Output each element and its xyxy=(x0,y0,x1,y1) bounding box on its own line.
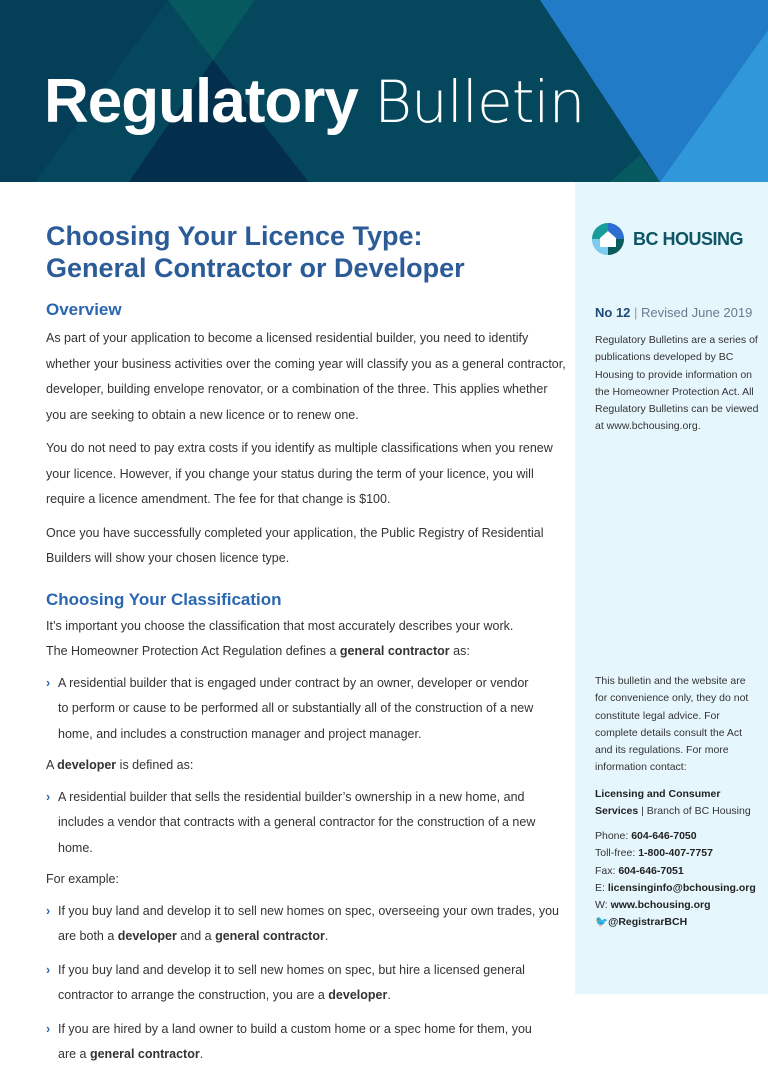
overview-heading: Overview xyxy=(46,300,122,319)
page-title: Choosing Your Licence Type: General Contractor or Developer xyxy=(46,221,465,283)
bc-housing-logo xyxy=(591,222,743,256)
contact-list xyxy=(595,828,765,932)
list-item: › If you buy land and develop it to sell new homes on spec, overseeing your own trades, you are both a developer and a general contractor. xyxy=(46,903,559,943)
list-item: › If you buy land and develop it to sell new homes on spec, but hire a licensed general contractor to arrange the construction, you are a developer. xyxy=(46,962,525,1002)
contact-twitter[interactable]: 🐦@RegistrarBCH xyxy=(595,916,688,929)
overview-p2: You do not need to pay extra costs if you identify as multiple classifications when you renew your licence. However, if you change your status during the term of your licence, you will require a licence amendment. The fee for that change is $100. xyxy=(46,441,553,506)
overview-p1: As part of your application to become a licensed residential builder, you need to identify whether your business activities over the coming year will classify you as a general contractor, developer, building envelope renovator, or a combination of the three. This applies whether you are seeking to obtain a new licence or to renew one. xyxy=(46,331,566,422)
org-name: Licensing and Consumer Services | Branch of BC Housing xyxy=(595,788,751,818)
contact-fax: Fax: 604-646-7051 xyxy=(595,864,684,877)
main-content xyxy=(46,220,566,1068)
list-item: › If you are hired by a land owner to build a custom home or a spec home for them, you are a general contractor. xyxy=(46,1021,532,1061)
overview-p3: Once you have successfully completed your application, the Public Registry of Residential Builders will show your chosen licence type. xyxy=(46,525,544,565)
about-text: Regulatory Bulletins are a series of publications developed by BC Housing to provide information on the Homeowner Protection Act. All Regulatory Bulletins can be viewed at www.bchousing.org. xyxy=(595,334,759,433)
contact-tollfree: Toll-free: 1-800-407-7757 xyxy=(595,847,713,860)
house-logo-icon xyxy=(591,222,625,256)
contact-email[interactable]: E: licensinginfo@bchousing.org xyxy=(595,881,756,894)
developer-intro: A developer is defined as: xyxy=(46,758,194,772)
list-item: › A residential builder that sells the residential builder’s ownership in a new home, and includes a vendor that contracts with a general contractor for the construction of a new home. xyxy=(46,789,536,855)
contact-phone: Phone: 604-646-7050 xyxy=(595,830,697,842)
issue-info: No 12 | Revised June 2019 xyxy=(595,305,753,320)
example-intro: For example: xyxy=(46,872,119,886)
list-item: › A residential builder that is engaged under contract by an owner, developer or vendor to perform or cause to be performed all or substantially all of the construction of a new home, and includes a construction manager and project manager. xyxy=(46,675,534,741)
header-banner xyxy=(0,0,768,182)
bulletin-title: Regulatory Bulletin xyxy=(44,67,585,136)
disclaimer-text: This bulletin and the website are for convenience only, they do not constitute legal advice. For complete details consult the Act and its regulations. For more information contact: xyxy=(595,675,749,774)
classification-heading: Choosing Your Classification xyxy=(46,589,282,609)
sidebar xyxy=(575,182,768,994)
contact-web[interactable]: W: www.bchousing.org xyxy=(595,899,711,912)
twitter-icon: 🐦 xyxy=(595,916,609,929)
classification-intro: It’s important you choose the classification that most accurately describes your work. The Homeowner Protection Act Regulation defines a general contractor as: xyxy=(46,618,514,658)
logo-text: BC HOUSING xyxy=(633,228,744,249)
